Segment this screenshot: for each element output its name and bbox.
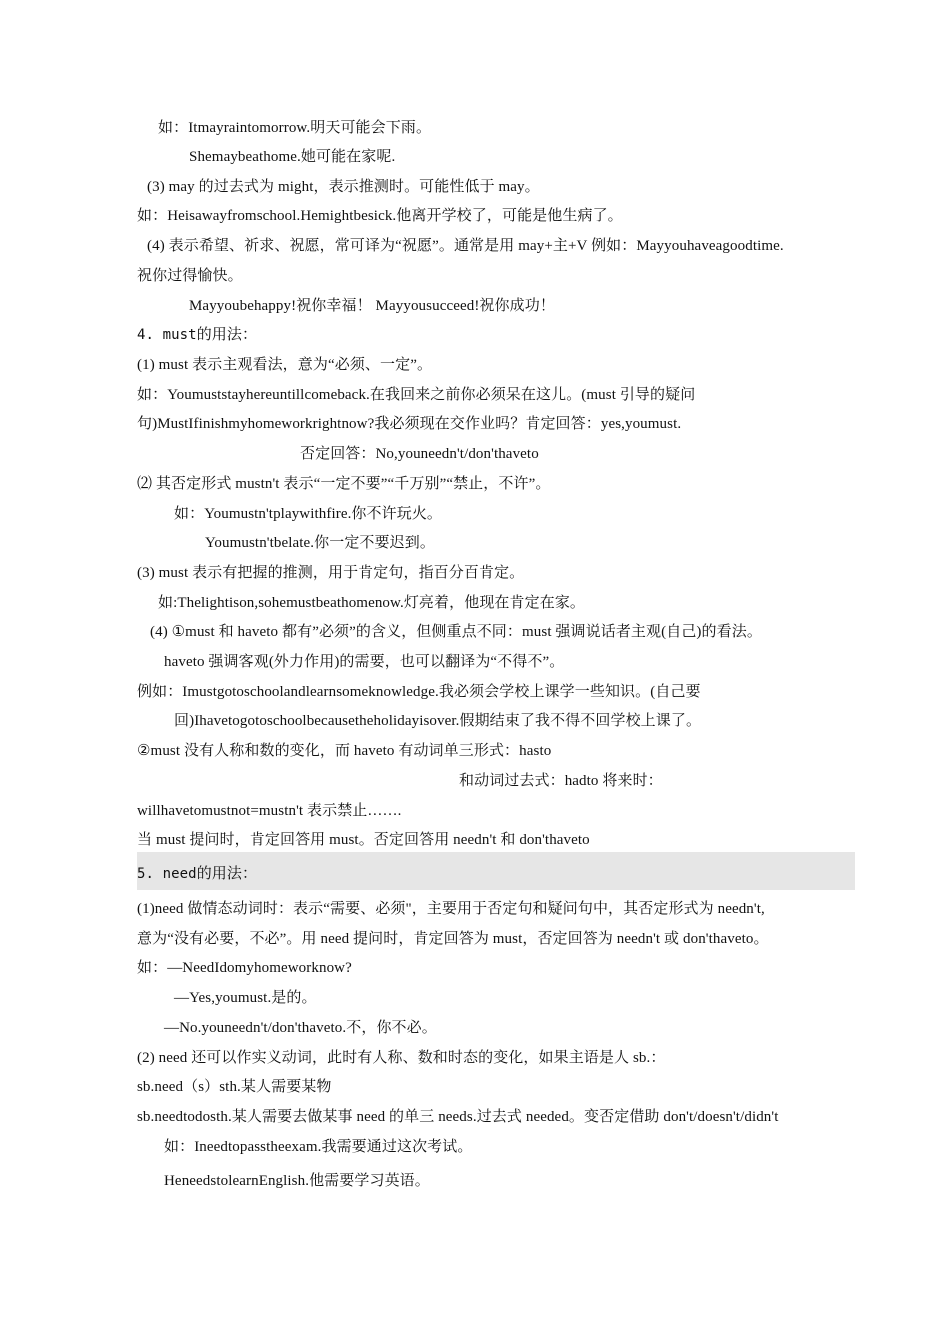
- text-line: haveto 强调客观(外力作用)的需要，也可以翻译为“不得不”。: [164, 654, 565, 670]
- text-line: willhavetomustnot=mustn't 表示禁止…….: [137, 803, 402, 819]
- text-line: 如:Thelightison,sohemustbeathomenow.灯亮着，他现在肯定在家。: [158, 595, 586, 611]
- text-line: 如：—NeedIdomyhomeworknow?: [137, 960, 352, 976]
- text-line: 如：Heisawayfromschool.Hemightbesick.他离开学校了，可能是他生病了。: [137, 208, 623, 224]
- text-line: 如：Youmustn'tplaywithfire.你不许玩火。: [174, 506, 443, 522]
- text-line: HeneedstolearnEnglish.他需要学习英语。: [164, 1173, 430, 1189]
- text-line: (3) must 表示有把握的推测，用于肯定句，指百分百肯定。: [137, 565, 525, 581]
- text-line: 如：Itmayraintomorrow.明天可能会下雨。: [158, 120, 432, 136]
- text-line: 句)MustIfinishmyhomeworkrightnow?我必须现在交作业吗？肯定回答：yes,youmust.: [137, 416, 682, 432]
- text-line: —No.youneedn't/don'thaveto.不，你不必。: [164, 1020, 437, 1036]
- text-line: 如：Youmuststayhereuntillcomeback.在我回来之前你必须呆在这儿。(must 引导的疑问: [137, 387, 696, 403]
- text-line: sb.need（s）sth.某人需要某物: [137, 1079, 332, 1095]
- text-line: (1)need 做情态动词时：表示“需要、必须"，主要用于否定句和疑问句中，其否定形式为 needn't,: [137, 901, 765, 917]
- section-heading-need: [137, 864, 257, 884]
- text-line: sb.needtodosth.某人需要去做某事 need 的单三 needs.过去式 needed。变否定借助 don't/doesn't/didn't: [137, 1109, 779, 1125]
- text-line: Mayyoubehappy!祝你幸福！ Mayyousucceed!祝你成功！: [189, 298, 555, 314]
- section-heading-must: [137, 325, 257, 345]
- text-line: Shemaybeathome.她可能在家呢.: [189, 149, 396, 165]
- text-line: 如：Ineedtopasstheexam.我需要通过这次考试。: [164, 1139, 473, 1155]
- text-line: 否定回答：No,youneedn't/don'thaveto: [300, 446, 539, 462]
- text-line: 例如：Imustgotoschoolandlearnsomeknowledge.我必须会学校上课学一些知识。(自己要: [137, 684, 701, 700]
- section-title: 的用法：: [196, 327, 258, 343]
- text-line: (2) need 还可以作实义动词，此时有人称、数和时态的变化，如果主语是人 sb.：: [137, 1050, 666, 1066]
- text-line: (4) 表示希望、祈求、祝愿，常可译为“祝愿”。通常是用 may+主+V 例如：Mayyouhaveagoodtime.: [147, 238, 784, 254]
- text-line: (1) must 表示主观看法，意为“必须、一定”。: [137, 357, 433, 373]
- text-line: 回)Ihavetogotoschoolbecausetheholidayisover.假期结束了我不得不回学校上课了。: [174, 713, 702, 729]
- section-title: 的用法：: [196, 866, 258, 882]
- text-line: ⑵ 其否定形式 mustn't 表示“一定不要”“千万别”“禁止，不许”。: [137, 476, 551, 492]
- text-line: —Yes,youmust.是的。: [174, 990, 317, 1006]
- text-line: 和动词过去式：hadto 将来时：: [459, 773, 663, 789]
- text-line: (3) may 的过去式为 might，表示推测时。可能性低于 may。: [147, 179, 540, 195]
- text-line: 意为“没有必要，不必”。用 need 提问时，肯定回答为 must，否定回答为 needn't 或 don'thaveto。: [137, 931, 769, 947]
- text-line: Youmustn'tbelate.你一定不要迟到。: [205, 535, 435, 551]
- text-line: ②must 没有人称和数的变化，而 haveto 有动词单三形式：hasto: [137, 743, 552, 759]
- section-number: 5. need: [137, 866, 197, 882]
- text-line: 当 must 提问时，肯定回答用 must。否定回答用 needn't 和 don'thaveto: [137, 832, 590, 848]
- text-line: 祝你过得愉快。: [137, 268, 243, 284]
- text-line: (4) ①must 和 haveto 都有”必须”的含义，但侧重点不同：must 强调说话者主观(自己)的看法。: [150, 624, 762, 640]
- section-number: 4. must: [137, 327, 197, 343]
